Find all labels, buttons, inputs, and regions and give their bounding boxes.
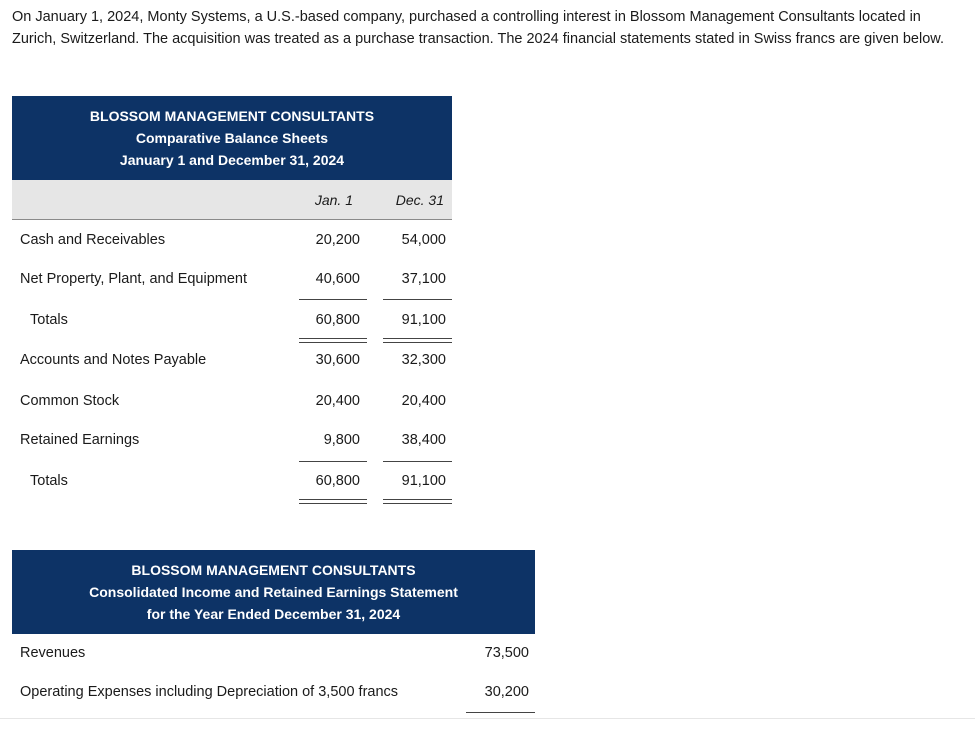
balance-sheet-company-name: BLOSSOM MANAGEMENT CONSULTANTS (89, 108, 375, 124)
income-statement-company-name: BLOSSOM MANAGEMENT CONSULTANTS (131, 562, 416, 578)
subtotal-rule (299, 299, 367, 300)
jan-value: 20,400 (315, 393, 360, 409)
row-label: Retained Earnings (20, 432, 140, 448)
dec-value: 38,400 (401, 432, 446, 448)
jan-value: 30,600 (315, 352, 360, 368)
jan-value: 9,800 (323, 432, 360, 448)
total-double-rule (383, 338, 452, 343)
balance-sheet-column-header (12, 180, 452, 220)
income-statement-title-block (12, 550, 535, 634)
subtotal-rule (466, 712, 535, 713)
subtotal-rule (383, 461, 452, 462)
dec-value: 20,400 (401, 393, 446, 409)
dec-value: 32,300 (401, 352, 446, 368)
balance-row-cash (12, 230, 452, 254)
income-row-operating-expenses (12, 682, 535, 706)
column-jan-header: Jan. 1 (314, 192, 353, 208)
row-value: 30,200 (484, 684, 529, 700)
row-label: Cash and Receivables (20, 232, 166, 248)
income-row-revenues (12, 643, 535, 667)
balance-row-payables (12, 350, 452, 374)
row-label: Operating Expenses including Depreciation of 3,500 francs (20, 684, 399, 700)
balance-row-retained-earnings (12, 430, 452, 454)
balance-sheet-date: January 1 and December 31, 2024 (119, 152, 345, 168)
dec-value: 91,100 (401, 473, 446, 489)
divider (0, 718, 975, 719)
row-value: 73,500 (484, 645, 529, 661)
balance-sheet-title-block (12, 96, 452, 180)
dec-value: 54,000 (401, 232, 446, 248)
row-label: Totals (30, 312, 68, 328)
column-dec-header: Dec. 31 (395, 192, 444, 208)
balance-row-ppe (12, 269, 452, 293)
total-double-rule (299, 338, 367, 343)
balance-row-common-stock (12, 391, 452, 415)
balance-sheet-title: Comparative Balance Sheets (135, 130, 329, 146)
total-double-rule (383, 499, 452, 504)
problem-intro-text: On January 1, 2024, Monty Systems, a U.S.-based company, purchased a controlling interest in Blossom Management Consultants located in Zurich, Switzerland. The acquisition was treated as a purchase transaction. The 2024 financial statements stated in Swiss francs are given below. (12, 9, 944, 47)
balance-row-assets-total (12, 310, 452, 334)
jan-value: 20,200 (315, 232, 360, 248)
dec-value: 91,100 (401, 312, 446, 328)
subtotal-rule (299, 461, 367, 462)
jan-value: 60,800 (315, 473, 360, 489)
total-double-rule (299, 499, 367, 504)
subtotal-rule (383, 299, 452, 300)
jan-value: 40,600 (315, 271, 360, 287)
balance-row-liabilities-total (12, 471, 452, 495)
row-label: Revenues (20, 645, 86, 661)
row-label: Accounts and Notes Payable (20, 352, 207, 368)
row-label: Net Property, Plant, and Equipment (20, 271, 248, 287)
income-statement-title: Consolidated Income and Retained Earnings Statement (89, 584, 458, 600)
dec-value: 37,100 (401, 271, 446, 287)
income-statement-period: for the Year Ended December 31, 2024 (146, 606, 401, 622)
row-label: Totals (30, 473, 68, 489)
jan-value: 60,800 (315, 312, 360, 328)
row-label: Common Stock (20, 393, 120, 409)
